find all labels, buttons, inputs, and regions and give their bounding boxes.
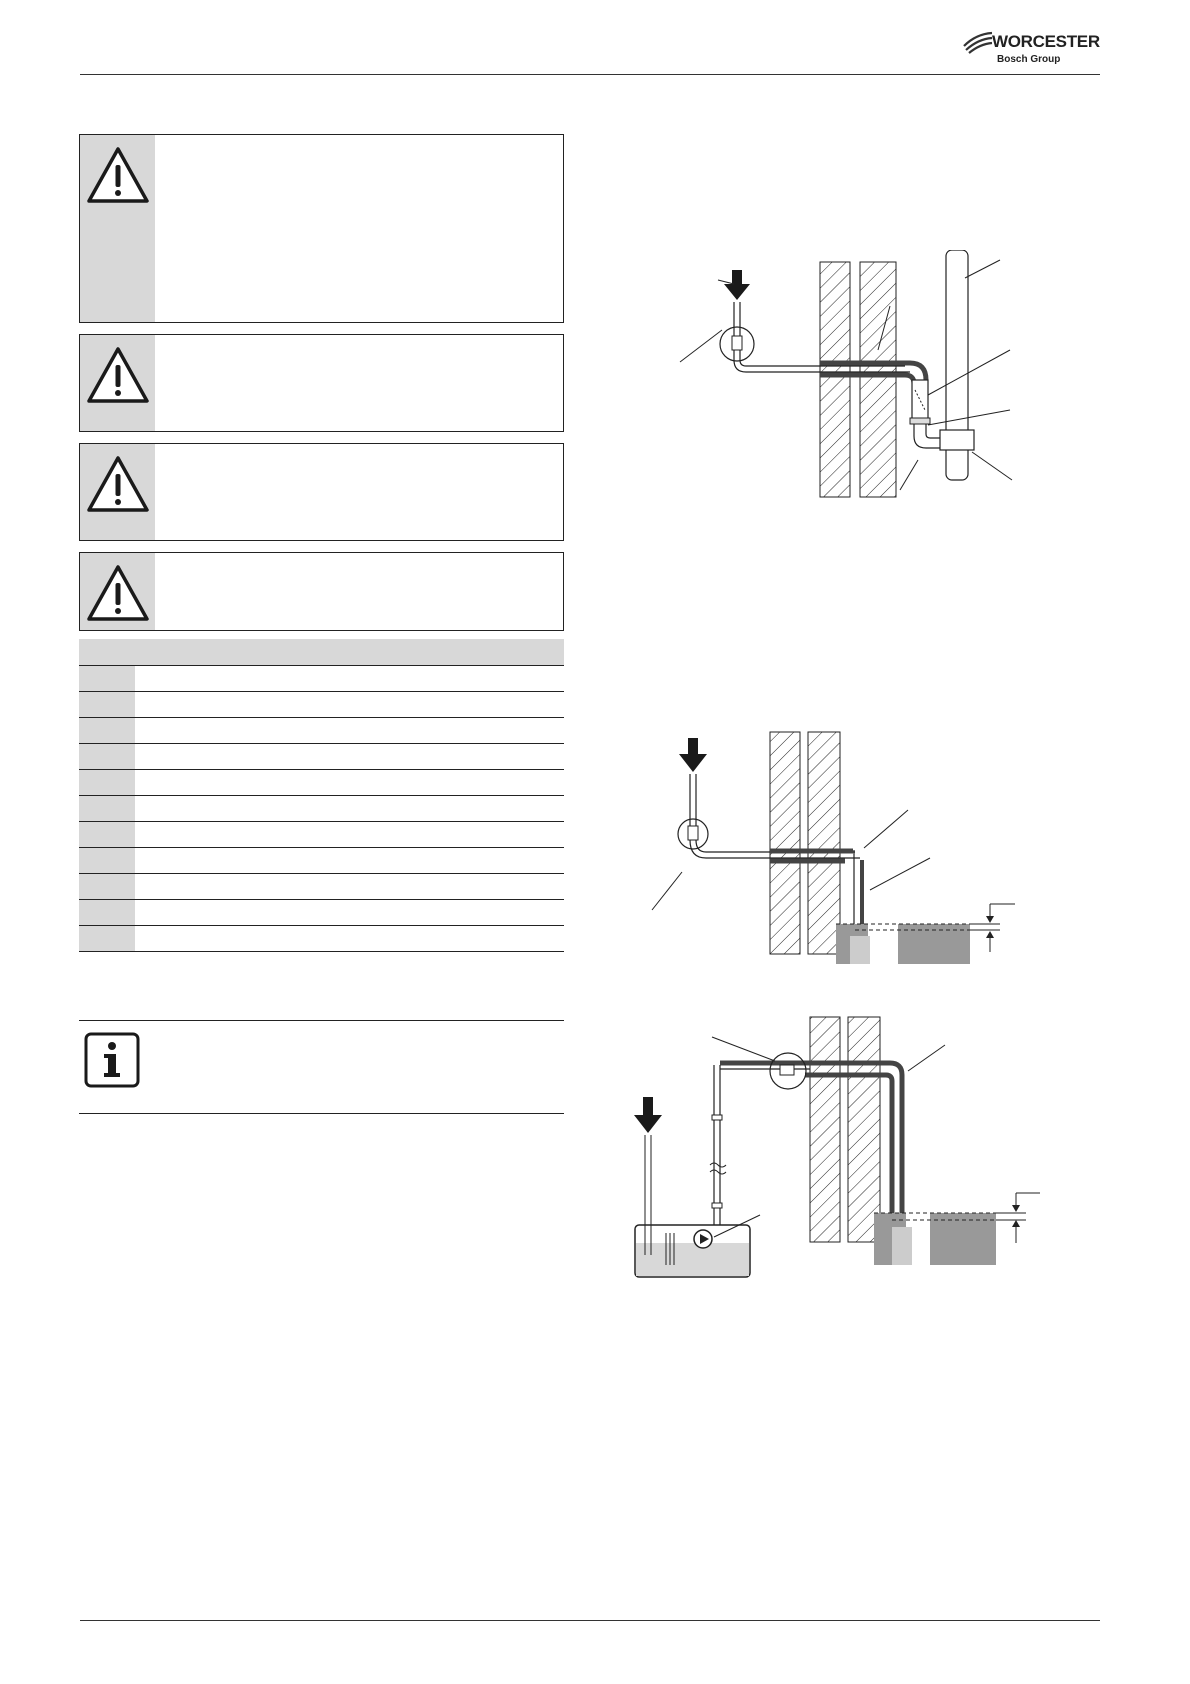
- condensate-pump-to-soakaway-figure: [630, 1015, 1050, 1280]
- warning-triangle-icon: [85, 145, 151, 205]
- brand-subtitle: Bosch Group: [997, 54, 1061, 65]
- wall-leaf: [810, 1017, 840, 1242]
- table-row: [79, 796, 564, 822]
- table-row: [79, 692, 564, 718]
- table-row: [79, 718, 564, 744]
- wall-leaf: [808, 732, 840, 954]
- worcester-swoosh-icon: [962, 30, 994, 54]
- footer-rule: [80, 1620, 1100, 1621]
- table-row: [79, 848, 564, 874]
- wall-leaf: [820, 262, 850, 497]
- condensate-to-soil-stack-figure: [660, 250, 1060, 520]
- warning-box-4: [79, 552, 564, 631]
- table-row: [79, 874, 564, 900]
- wall-leaf: [770, 732, 800, 954]
- condensate-to-soakaway-figure: [640, 730, 1020, 965]
- ground-block: [930, 1213, 996, 1265]
- table-row: [79, 822, 564, 848]
- flow-arrow-icon: [634, 1097, 662, 1133]
- flow-arrow-icon: [724, 270, 750, 300]
- info-icon: [83, 1031, 141, 1089]
- table-row: [79, 666, 564, 692]
- table-row: [79, 770, 564, 796]
- warning-box-3: [79, 443, 564, 541]
- brand-name: WORCESTER: [992, 32, 1100, 51]
- flow-arrow-icon: [679, 738, 707, 772]
- info-note: [79, 1020, 564, 1114]
- wall-leaf: [860, 262, 896, 497]
- table-row: [79, 926, 564, 952]
- warning-triangle-icon: [85, 454, 151, 514]
- table-header-row: [79, 639, 564, 666]
- warning-triangle-icon: [85, 563, 151, 623]
- warning-box-2: [79, 334, 564, 432]
- header-rule: [80, 74, 1100, 75]
- warning-box-1: [79, 134, 564, 323]
- warning-triangle-icon: [85, 345, 151, 405]
- brand-logo: [962, 28, 1102, 70]
- legend-table: [79, 639, 564, 952]
- wall-leaf: [848, 1017, 880, 1242]
- table-row: [79, 900, 564, 926]
- table-row: [79, 744, 564, 770]
